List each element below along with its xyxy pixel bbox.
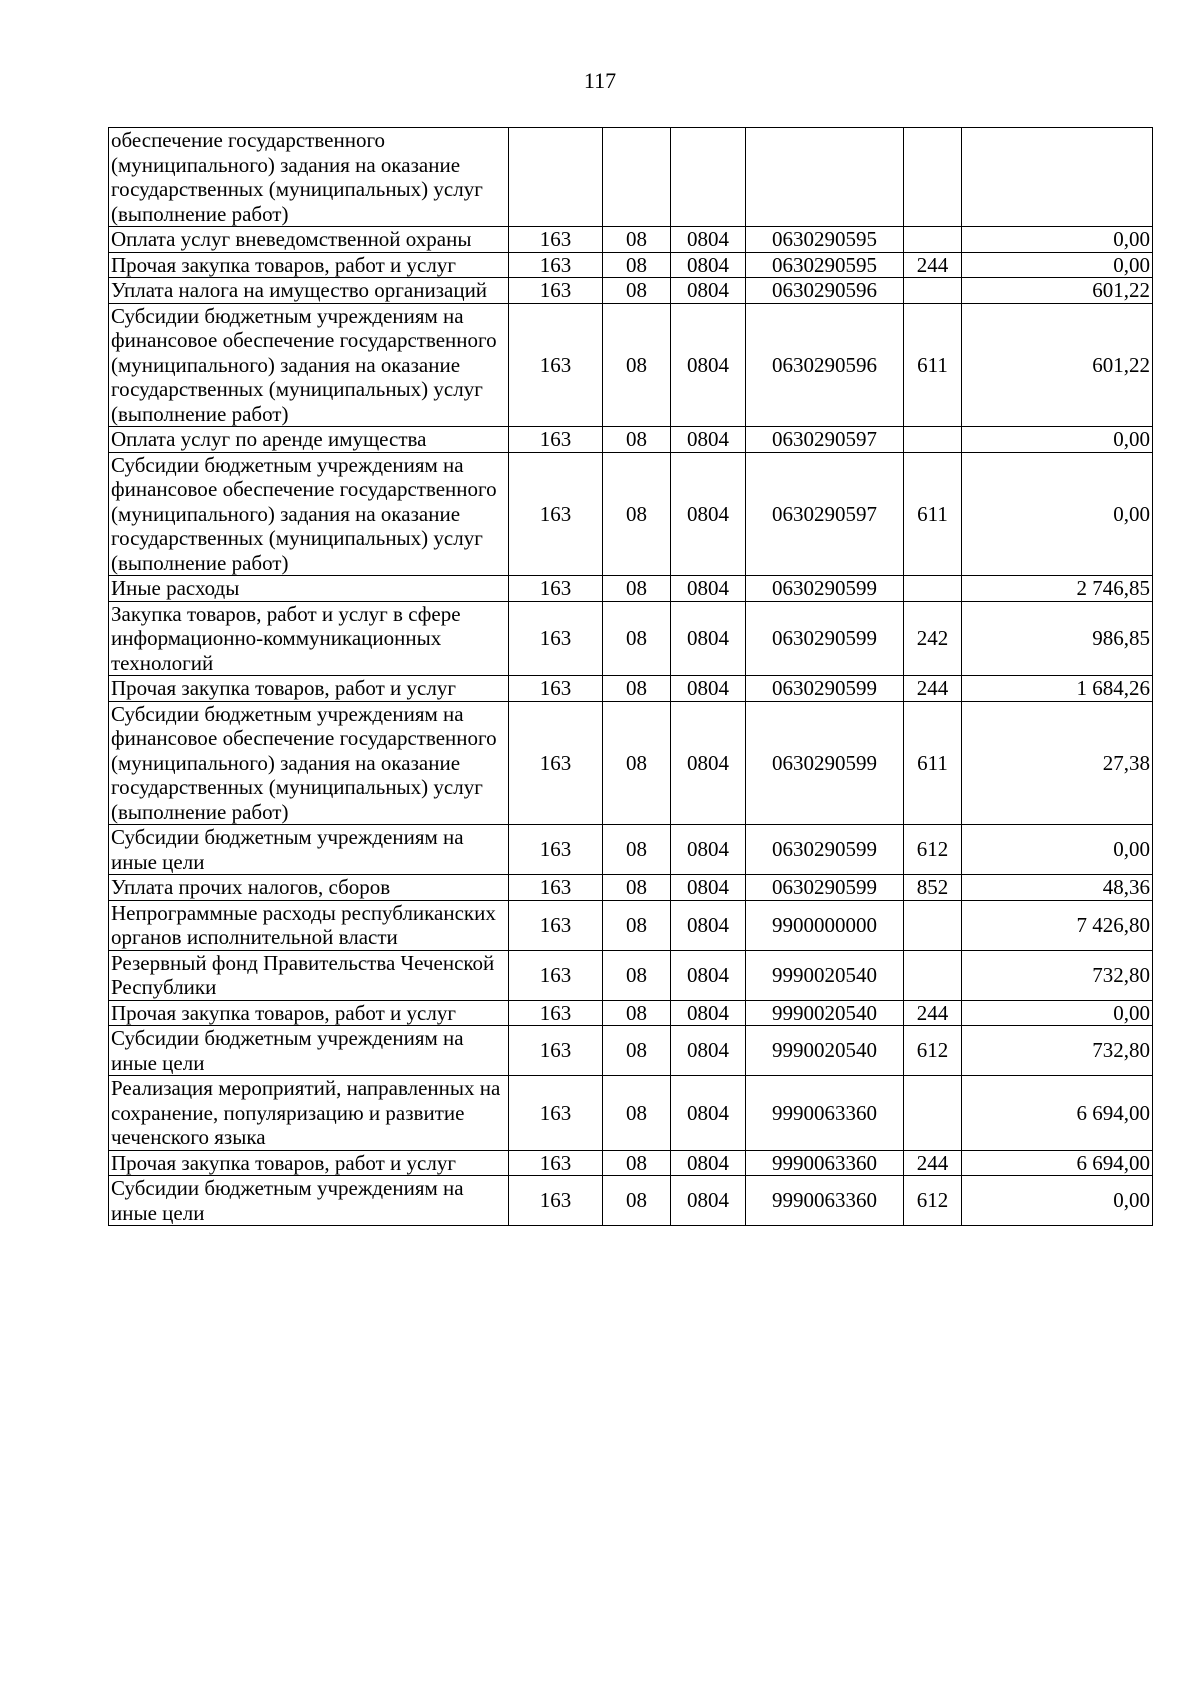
cell-section: 08 xyxy=(603,825,671,875)
cell-target-article: 9900000000 xyxy=(746,900,904,950)
cell-grbs: 163 xyxy=(509,950,603,1000)
cell-amount: 601,22 xyxy=(962,278,1153,304)
cell-expense-kind: 244 xyxy=(904,252,962,278)
cell-amount: 732,80 xyxy=(962,1026,1153,1076)
cell-amount: 732,80 xyxy=(962,950,1153,1000)
table-row xyxy=(109,1000,1153,1026)
cell-subsection: 0804 xyxy=(671,278,746,304)
cell-expense-kind xyxy=(904,950,962,1000)
cell-amount: 6 694,00 xyxy=(962,1076,1153,1151)
cell-expense-kind: 244 xyxy=(904,1150,962,1176)
table-row xyxy=(109,278,1153,304)
cell-amount: 0,00 xyxy=(962,427,1153,453)
cell-section: 08 xyxy=(603,875,671,901)
cell-name: Прочая закупка товаров, работ и услуг xyxy=(109,1000,509,1026)
cell-section: 08 xyxy=(603,427,671,453)
cell-subsection: 0804 xyxy=(671,227,746,253)
cell-name: Прочая закупка товаров, работ и услуг xyxy=(109,252,509,278)
cell-grbs: 163 xyxy=(509,227,603,253)
cell-grbs: 163 xyxy=(509,1176,603,1226)
cell-name: Уплата прочих налогов, сборов xyxy=(109,875,509,901)
cell-subsection: 0804 xyxy=(671,303,746,427)
cell-target-article: 9990020540 xyxy=(746,950,904,1000)
cell-subsection: 0804 xyxy=(671,950,746,1000)
table-row xyxy=(109,427,1153,453)
cell-target-article: 0630290599 xyxy=(746,825,904,875)
cell-grbs: 163 xyxy=(509,676,603,702)
cell-section: 08 xyxy=(603,1076,671,1151)
cell-grbs: 163 xyxy=(509,825,603,875)
table-row xyxy=(109,1176,1153,1226)
cell-subsection: 0804 xyxy=(671,252,746,278)
cell-grbs: 163 xyxy=(509,1150,603,1176)
cell-section xyxy=(603,128,671,227)
cell-expense-kind: 611 xyxy=(904,303,962,427)
cell-subsection: 0804 xyxy=(671,1026,746,1076)
cell-amount: 0,00 xyxy=(962,1000,1153,1026)
cell-section: 08 xyxy=(603,1000,671,1026)
cell-grbs xyxy=(509,128,603,227)
cell-expense-kind: 612 xyxy=(904,1176,962,1226)
cell-expense-kind xyxy=(904,128,962,227)
cell-target-article: 0630290599 xyxy=(746,601,904,676)
cell-amount: 0,00 xyxy=(962,1176,1153,1226)
cell-amount: 7 426,80 xyxy=(962,900,1153,950)
cell-grbs: 163 xyxy=(509,701,603,825)
cell-target-article: 9990020540 xyxy=(746,1026,904,1076)
table-row xyxy=(109,128,1153,227)
cell-target-article: 0630290597 xyxy=(746,427,904,453)
cell-grbs: 163 xyxy=(509,278,603,304)
cell-expense-kind xyxy=(904,1076,962,1151)
cell-target-article: 0630290595 xyxy=(746,252,904,278)
cell-expense-kind: 242 xyxy=(904,601,962,676)
cell-amount xyxy=(962,128,1153,227)
table-row xyxy=(109,227,1153,253)
cell-subsection: 0804 xyxy=(671,900,746,950)
cell-target-article: 9990063360 xyxy=(746,1176,904,1226)
cell-subsection: 0804 xyxy=(671,875,746,901)
table-row xyxy=(109,825,1153,875)
budget-table-body xyxy=(109,128,1153,1226)
cell-subsection xyxy=(671,128,746,227)
cell-amount: 0,00 xyxy=(962,452,1153,576)
budget-table xyxy=(108,127,1153,1226)
cell-name: Субсидии бюджетным учреждениям на финансовое обеспечение государственного (муниципального) задания на оказание государственных (муниципальных) услуг (выполнение работ) xyxy=(109,303,509,427)
cell-amount: 1 684,26 xyxy=(962,676,1153,702)
page-number: 117 xyxy=(583,68,617,93)
cell-subsection: 0804 xyxy=(671,1000,746,1026)
cell-subsection: 0804 xyxy=(671,701,746,825)
cell-expense-kind xyxy=(904,227,962,253)
cell-amount: 27,38 xyxy=(962,701,1153,825)
table-row xyxy=(109,252,1153,278)
table-row xyxy=(109,601,1153,676)
cell-subsection: 0804 xyxy=(671,427,746,453)
cell-target-article: 0630290599 xyxy=(746,576,904,602)
cell-expense-kind xyxy=(904,427,962,453)
cell-target-article: 9990063360 xyxy=(746,1150,904,1176)
cell-section: 08 xyxy=(603,900,671,950)
table-row xyxy=(109,950,1153,1000)
cell-section: 08 xyxy=(603,701,671,825)
cell-amount: 0,00 xyxy=(962,252,1153,278)
cell-name: обеспечение государственного (муниципального) задания на оказание государственных (муниципальных) услуг (выполнение работ) xyxy=(109,128,509,227)
table-row xyxy=(109,303,1153,427)
cell-section: 08 xyxy=(603,576,671,602)
table-row xyxy=(109,676,1153,702)
cell-expense-kind: 611 xyxy=(904,701,962,825)
cell-name: Субсидии бюджетным учреждениям на финансовое обеспечение государственного (муниципального) задания на оказание государственных (муниципальных) услуг (выполнение работ) xyxy=(109,701,509,825)
table-row xyxy=(109,576,1153,602)
cell-subsection: 0804 xyxy=(671,576,746,602)
cell-name: Непрограммные расходы республиканских органов исполнительной власти xyxy=(109,900,509,950)
cell-grbs: 163 xyxy=(509,252,603,278)
cell-name: Субсидии бюджетным учреждениям на иные цели xyxy=(109,1176,509,1226)
cell-name: Прочая закупка товаров, работ и услуг xyxy=(109,676,509,702)
cell-target-article xyxy=(746,128,904,227)
table-row xyxy=(109,875,1153,901)
cell-section: 08 xyxy=(603,1150,671,1176)
cell-section: 08 xyxy=(603,601,671,676)
cell-amount: 48,36 xyxy=(962,875,1153,901)
cell-expense-kind: 852 xyxy=(904,875,962,901)
cell-expense-kind: 244 xyxy=(904,676,962,702)
cell-name: Прочая закупка товаров, работ и услуг xyxy=(109,1150,509,1176)
cell-subsection: 0804 xyxy=(671,601,746,676)
cell-section: 08 xyxy=(603,303,671,427)
cell-grbs: 163 xyxy=(509,1026,603,1076)
cell-section: 08 xyxy=(603,950,671,1000)
cell-amount: 986,85 xyxy=(962,601,1153,676)
cell-grbs: 163 xyxy=(509,576,603,602)
cell-subsection: 0804 xyxy=(671,1150,746,1176)
cell-name: Оплата услуг вневедомственной охраны xyxy=(109,227,509,253)
cell-expense-kind: 244 xyxy=(904,1000,962,1026)
cell-section: 08 xyxy=(603,1026,671,1076)
cell-name: Уплата налога на имущество организаций xyxy=(109,278,509,304)
cell-grbs: 163 xyxy=(509,1000,603,1026)
cell-grbs: 163 xyxy=(509,452,603,576)
cell-grbs: 163 xyxy=(509,303,603,427)
cell-section: 08 xyxy=(603,1176,671,1226)
cell-target-article: 0630290599 xyxy=(746,676,904,702)
cell-name: Субсидии бюджетным учреждениям на иные цели xyxy=(109,1026,509,1076)
cell-amount: 601,22 xyxy=(962,303,1153,427)
cell-expense-kind: 611 xyxy=(904,452,962,576)
cell-expense-kind xyxy=(904,900,962,950)
cell-target-article: 0630290595 xyxy=(746,227,904,253)
table-row xyxy=(109,1076,1153,1151)
cell-grbs: 163 xyxy=(509,427,603,453)
cell-name: Оплата услуг по аренде имущества xyxy=(109,427,509,453)
cell-target-article: 9990020540 xyxy=(746,1000,904,1026)
table-row xyxy=(109,1026,1153,1076)
cell-target-article: 0630290599 xyxy=(746,875,904,901)
cell-section: 08 xyxy=(603,252,671,278)
cell-amount: 0,00 xyxy=(962,825,1153,875)
cell-name: Субсидии бюджетным учреждениям на иные цели xyxy=(109,825,509,875)
cell-target-article: 0630290596 xyxy=(746,303,904,427)
cell-target-article: 0630290597 xyxy=(746,452,904,576)
cell-name: Реализация мероприятий, направленных на сохранение, популяризацию и развитие чеченского языка xyxy=(109,1076,509,1151)
cell-grbs: 163 xyxy=(509,900,603,950)
cell-subsection: 0804 xyxy=(671,825,746,875)
cell-subsection: 0804 xyxy=(671,676,746,702)
cell-subsection: 0804 xyxy=(671,1076,746,1151)
cell-expense-kind xyxy=(904,278,962,304)
cell-name: Резервный фонд Правительства Чеченской Республики xyxy=(109,950,509,1000)
table-row xyxy=(109,452,1153,576)
cell-grbs: 163 xyxy=(509,875,603,901)
cell-expense-kind xyxy=(904,576,962,602)
cell-subsection: 0804 xyxy=(671,1176,746,1226)
table-row xyxy=(109,701,1153,825)
cell-amount: 0,00 xyxy=(962,227,1153,253)
cell-section: 08 xyxy=(603,452,671,576)
table-row xyxy=(109,900,1153,950)
cell-name: Субсидии бюджетным учреждениям на финансовое обеспечение государственного (муниципального) задания на оказание государственных (муниципальных) услуг (выполнение работ) xyxy=(109,452,509,576)
cell-amount: 6 694,00 xyxy=(962,1150,1153,1176)
cell-subsection: 0804 xyxy=(671,452,746,576)
cell-expense-kind: 612 xyxy=(904,1026,962,1076)
cell-section: 08 xyxy=(603,676,671,702)
cell-section: 08 xyxy=(603,278,671,304)
cell-amount: 2 746,85 xyxy=(962,576,1153,602)
cell-grbs: 163 xyxy=(509,601,603,676)
cell-target-article: 9990063360 xyxy=(746,1076,904,1151)
cell-section: 08 xyxy=(603,227,671,253)
table-row xyxy=(109,1150,1153,1176)
cell-name: Иные расходы xyxy=(109,576,509,602)
cell-expense-kind: 612 xyxy=(904,825,962,875)
cell-target-article: 0630290596 xyxy=(746,278,904,304)
cell-target-article: 0630290599 xyxy=(746,701,904,825)
cell-name: Закупка товаров, работ и услуг в сфере информационно-коммуникационных технологий xyxy=(109,601,509,676)
cell-grbs: 163 xyxy=(509,1076,603,1151)
